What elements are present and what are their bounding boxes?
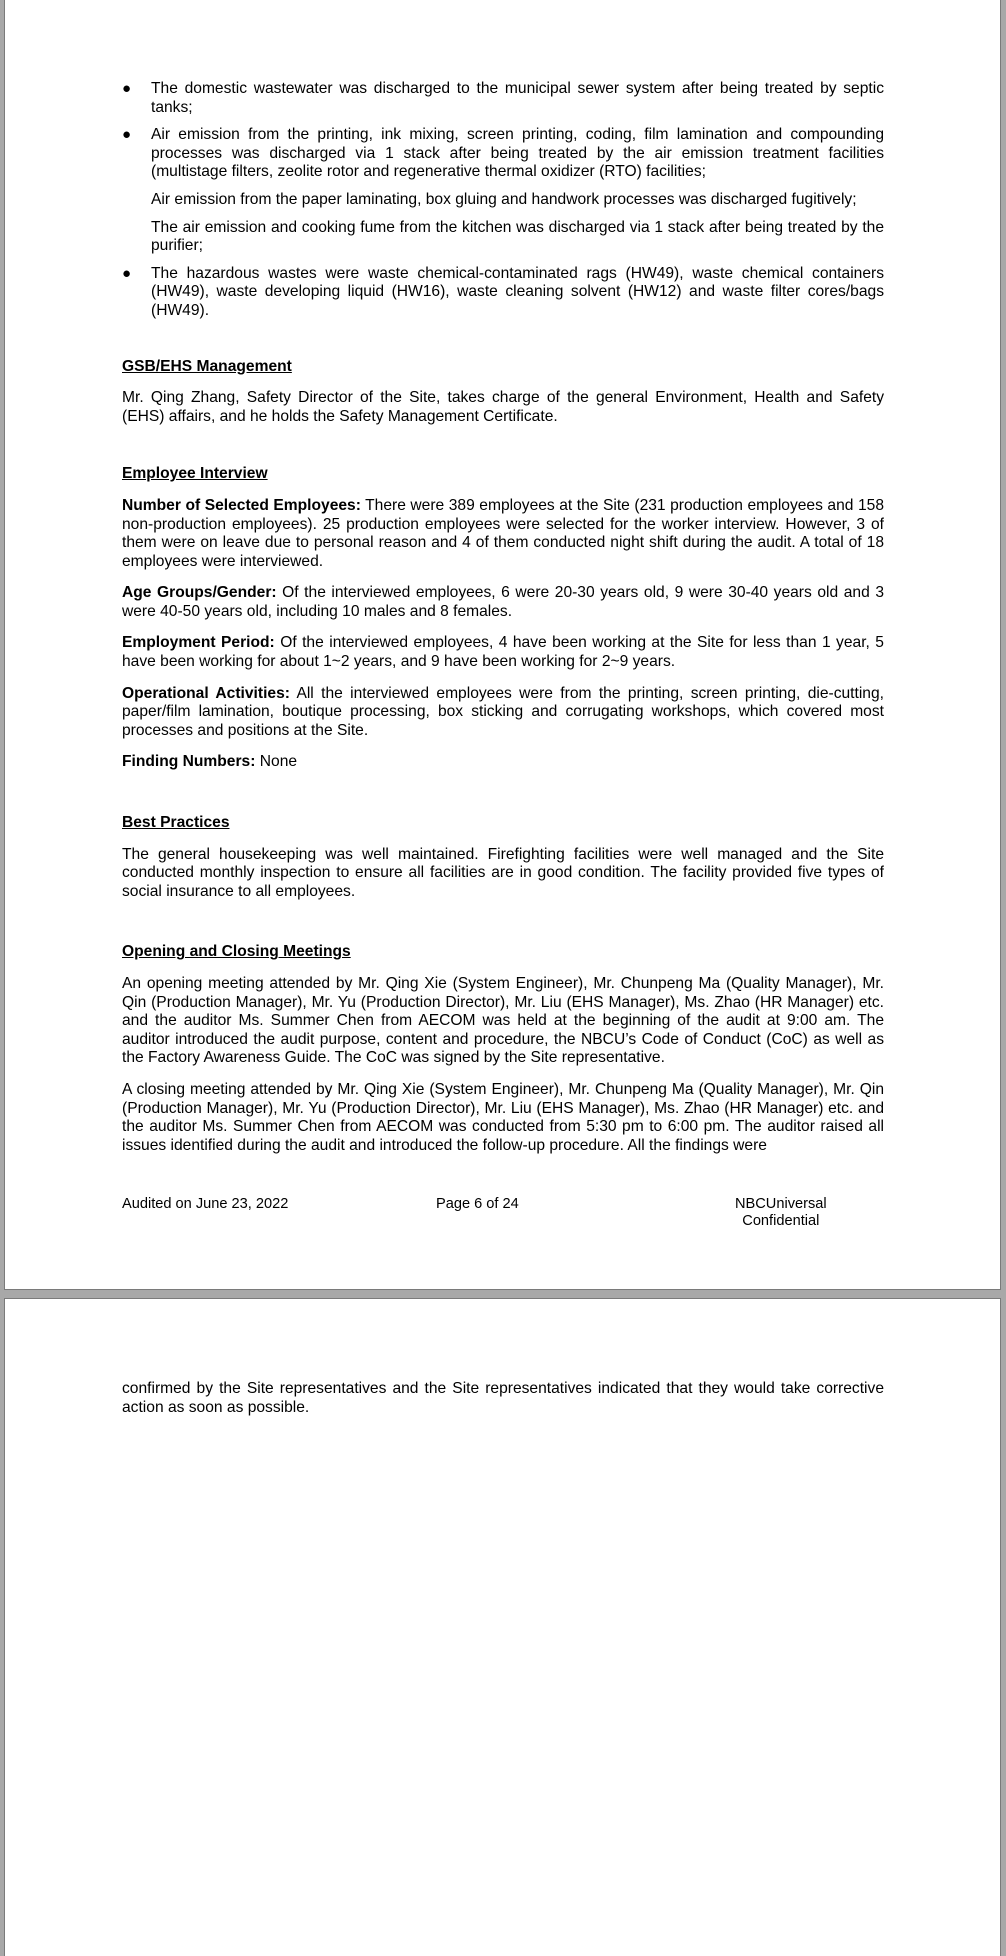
bullet-dot-icon: ● [122,80,132,97]
section-heading-best-practices: Best Practices [122,814,230,832]
opening-meeting-paragraph: An opening meeting attended by Mr. Qing Xie (System Engineer), Mr. Chunpeng Ma (Quality Manager), Mr. Qin (Production Manager), Mr. Yu (Production Director), Mr. Liu (EHS Manager), Ms. Zhao (HR Manager) etc. and the auditor Ms. Summer Chen from AECOM was held at the beginning of the audit at 9:00 am. The auditor introduced the audit purpose, content and procedure, the NBCU’s Code of Conduct (CoC) as well as the Factory Awareness Guide. The CoC was signed by the Site representative. [122,975,884,1067]
document-page-7 [4,1298,1001,1956]
finding-numbers-text: None [255,753,298,771]
footer-confidential-label: Confidential [742,1213,820,1229]
finding-numbers-paragraph [122,753,884,772]
bullet-subparagraph: Air emission from the paper laminating, box gluing and handwork processes was discharged fugitively; [151,190,857,208]
bullet-text: The hazardous wastes were waste chemical-contaminated rags (HW49), waste chemical containers (HW49), waste developing liquid (HW16), waste cleaning solvent (HW12) and waste filter cores/bags (HW49). [151,264,884,319]
bullet-dot-icon: ● [122,264,132,282]
selected-employees-text: There were 389 employees at the Site (231 production employees and 158 non-production employees). 25 production employees were selected for the worker interview. However, 3 of them were on leave due to personal reason and 4 of them conducted night shift during the audit. A total of 18 employees were interviewed. [122,496,884,570]
best-practices-paragraph: The general housekeeping was well maintained. Firefighting facilities were well managed and the Site conducted monthly inspection to ensure all facilities are in good condition. The facility provided five types of social insurance to all employees. [122,845,884,900]
bullet-dot-icon: ● [122,126,132,144]
bullet-item-air-emission [122,126,884,256]
section-heading-meetings: Opening and Closing Meetings [122,943,351,961]
footer-page-number: Page 6 of 24 [436,1196,519,1212]
bullet-subparagraph: The air emission and cooking fume from the kitchen was discharged via 1 stack after being treated by the purifier; [151,218,884,255]
gsb-paragraph: Mr. Qing Zhang, Safety Director of the Site, takes charge of the general Environment, Health and Safety (EHS) affairs, and he holds the Safety Management Certificate. [122,389,884,425]
employment-period-text: Of the interviewed employees, 4 have been working at the Site for less than 1 year, 5 have been working for about 1~2 years, and 9 have been working for 2~9 years. [122,634,884,671]
bullet-item-hazardous-wastes [122,265,884,321]
bullet-text: The domestic wastewater was discharged to the municipal sewer system after being treated by septic tanks; [151,80,884,116]
age-gender-label: Age Groups/Gender: [122,584,277,602]
operational-activities-paragraph [122,685,884,741]
operational-activities-text: All the interviewed employees were from the printing, screen printing, die-cutting, paper/film lamination, boutique processing, box sticking and corrugating workshops, which covered most processes and positions at the Site. [122,684,884,739]
selected-employees-label: Number of Selected Employees: [122,496,361,514]
page-content [122,80,884,1155]
finding-numbers-label: Finding Numbers: [122,753,256,771]
page-content [122,1380,884,1417]
emissions-bullet-list [122,80,884,321]
closing-meeting-paragraph: A closing meeting attended by Mr. Qing Xie (System Engineer), Mr. Chunpeng Ma (Quality Manager), Mr. Qin (Production Manager), Mr. Yu (Production Director), Mr. Liu (EHS Manager), Ms. Zhao (HR Manager) etc. and the auditor Ms. Summer Chen from AECOM was conducted from 5:30 pm to 6:00 pm. The auditor raised all issues identified during the audit and introduced the follow-up procedure. All the findings were [122,1080,884,1154]
section-heading-employee-interview: Employee Interview [122,465,268,483]
age-gender-paragraph [122,584,884,621]
selected-employees-paragraph [122,497,884,571]
employment-period-label: Employment Period: [122,634,275,652]
bullet-item-wastewater [122,80,884,117]
age-gender-text: Of the interviewed employees, 6 were 20-30 years old, 9 were 30-40 years old and 3 were 40-50 years old, including 10 males and 8 females. [122,584,884,620]
document-page-6 [4,0,1001,1290]
footer-audit-date: Audited on June 23, 2022 [122,1196,289,1212]
footer-company-block [735,1196,827,1230]
employment-period-paragraph [122,634,884,671]
operational-activities-label: Operational Activities: [122,684,290,702]
footer-company-name: NBCUniversal [735,1196,827,1212]
bullet-text: Air emission from the printing, ink mixing, screen printing, coding, film lamination and compounding processes was discharged via 1 stack after being treated by the air emission treatment facilities (multistage filters, zeolite rotor and regenerative thermal oxidizer (RTO) facilities; [151,126,884,181]
section-heading-gsb-ehs: GSB/EHS Management [122,357,292,375]
closing-meeting-continuation: confirmed by the Site representatives and the Site representatives indicated that they would take corrective action as soon as possible. [122,1380,884,1416]
